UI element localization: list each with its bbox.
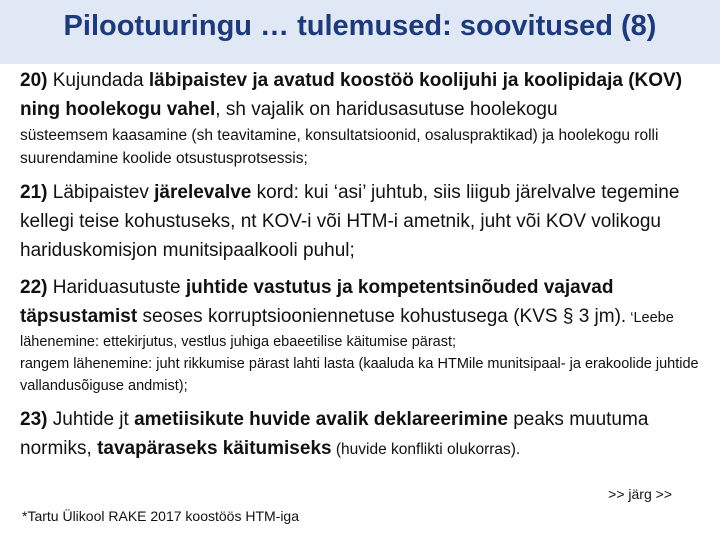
recommendation-22 <box>20 273 710 397</box>
item-text: , sh vajalik on haridusasutuse hoolekogu <box>215 99 558 120</box>
item-text: süsteemsem kaasamine (sh teavitamine, konsultatsioonid, osaluspraktikad) ja hoolekogu rolli suurendamine koolide otsustusprotsessis; <box>20 127 659 167</box>
item-emphasis: ametiisikute huvide avalik deklareerimine <box>134 409 508 430</box>
item-text: Läbipaistev <box>47 182 155 203</box>
recommendation-23 <box>20 405 710 463</box>
item-emphasis: tavapäraseks käitumiseks <box>97 438 332 459</box>
item-text: Juhtide jt <box>47 409 135 430</box>
item-text: kord: kui ‘asi’ juhtub, siis liigub järelvalve tegemine kellegi teise kohustuseks, nt KOV-i või HTM-i ametnik, juht või KOV volikogu hariduskomisjon munitsipaalkooli puhul; <box>20 182 680 261</box>
item-text: peaks muutuma normiks, <box>20 409 649 459</box>
item-number: 21) <box>20 182 48 203</box>
item-text: Kujundada <box>47 70 149 91</box>
item-text: rangem lähenemine: juht rikkumise pärast lahti lasta (kaaluda ka HTMile munitsipaal- ja erakoolide juhtide vallandusõiguse andmist); <box>20 356 699 394</box>
item-text: ‘Leebe lähenemine: ettekirjutus, vestlus juhiga ebaeetilise käitumise pärast; <box>20 310 674 350</box>
recommendation-20 <box>20 66 710 170</box>
item-emphasis: juhtide vastutus ja kompetentsinõuded vajavad täpsustamist <box>20 277 614 327</box>
item-number: 22) <box>20 277 48 298</box>
slide-content <box>20 66 710 463</box>
item-text: seoses korruptsiooniennetuse kohustusega (KVS § 3 jm). <box>137 306 627 327</box>
item-number: 23) <box>20 409 48 430</box>
item-text: (huvide konflikti olukorras). <box>331 441 521 458</box>
item-emphasis: järelevalve <box>154 182 252 203</box>
item-text: Hariduasutuste <box>47 277 186 298</box>
footnote: *Tartu Ülikool RAKE 2017 koostöös HTM-iga <box>22 508 300 524</box>
next-slide-link[interactable]: >> järg >> <box>608 486 672 502</box>
item-emphasis: läbipaistev ja avatud koostöö koolijuhi ja koolipidaja (KOV) ning hoolekogu vahel <box>20 70 683 120</box>
slide-title: Pilootuuringu … tulemused: soovitused (8) <box>63 10 657 42</box>
recommendation-21 <box>20 178 710 265</box>
item-number: 20) <box>20 70 48 91</box>
